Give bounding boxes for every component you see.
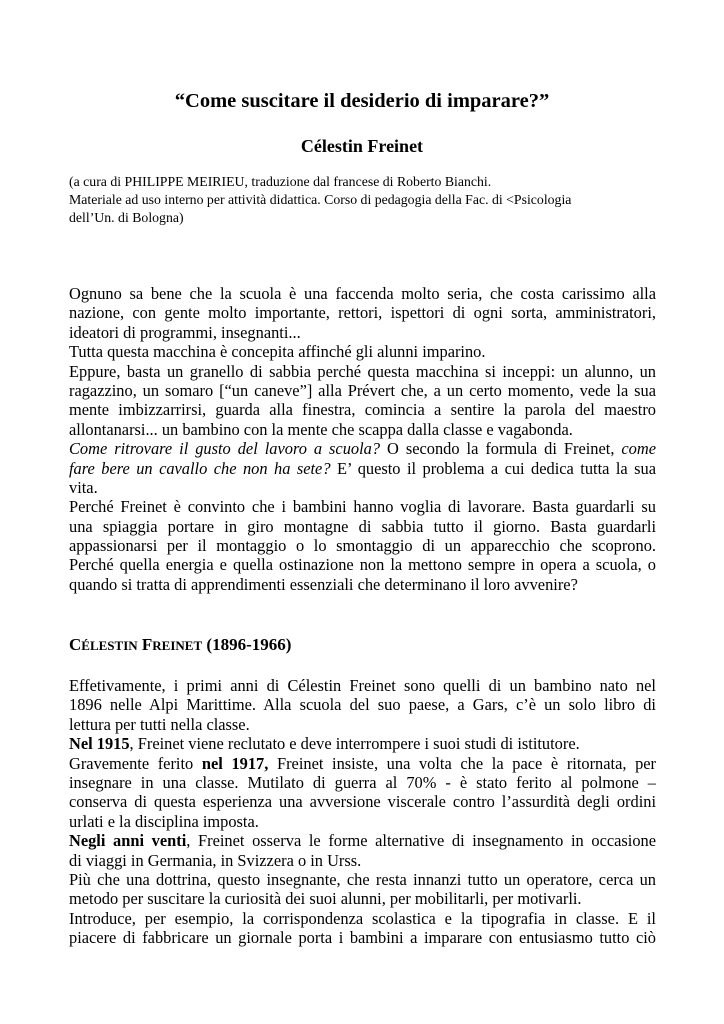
paragraph-line: quando si tratta di apprendimenti essenziali che determinano il loro avvenire? (69, 574, 578, 594)
paragraph-line (69, 459, 656, 478)
paragraph-line: 1896 nelle Alpi Marittime. Alla scuola del suo paese, a Gars, c’è un solo libro di (69, 695, 656, 715)
author-name: Célestin Freinet (300, 136, 424, 156)
paragraph-line: Introduce, per esempio, la corrispondenza scolastica e la tipografia in classe. E il (69, 908, 656, 928)
paragraph-line: Perché quella energia e quella ostinazione non la mettono sempre in opera a scuola, o (69, 555, 656, 575)
credits-block (69, 173, 659, 227)
paragraph-line: Più che una dottrina, questo insegnante, che resta innanzi tutto un operatore, cerca un (69, 869, 656, 889)
italic-quote: come (621, 439, 656, 459)
inline-text: E’ questo il problema a cui dedica tutta la sua (330, 458, 656, 478)
paragraph-line: insegnare in una classe. Mutilato di guerra al 70% - è stato ferito al polmone – (69, 772, 656, 792)
paragraph-line: Tutta questa macchina è concepita affinché gli alunni imparino. (69, 342, 486, 362)
document-title: “Come suscitare il desiderio di imparare?” (174, 90, 550, 112)
paragraph-line (69, 754, 656, 773)
paragraph-line (69, 831, 656, 850)
paragraph-line: una spiaggia portare in giro montagne di sabbia tutto il giorno. Basta guardarli (69, 516, 656, 536)
paragraph-line (69, 439, 656, 458)
credits-line: (a cura di PHILIPPE MEIRIEU, traduzione dal francese di Roberto Bianchi. (69, 174, 492, 189)
inline-text: , Freinet osserva le forme alternative di insegnamento in occasione (186, 831, 656, 851)
paragraph-line: urlati e la disciplina imposta. (69, 811, 259, 831)
paragraph-line: piacere di fabbricare un giornale porta i bambini a imparare con entusiasmo tutto ciò (69, 928, 656, 948)
bold-period: Negli anni venti (69, 831, 187, 851)
bold-date: Nel 1915 (69, 734, 130, 754)
credits-line: dell’Un. di Bologna) (69, 210, 184, 225)
inline-text: Gravemente ferito (69, 753, 202, 773)
italic-question: Come ritrovare il gusto del lavoro a scuola? (69, 439, 381, 459)
inline-text: Freinet insiste, una volta che la pace è ritornata, per (268, 753, 656, 773)
paragraph-line: Eppure, basta un granello di sabbia perché questa macchina si inceppi: un alunno, un (69, 361, 656, 381)
paragraph-line: Ognuno sa bene che la scuola è una faccenda molto seria, che costa carissimo alla (69, 284, 656, 303)
italic-quote: fare bere un cavallo che non ha sete? (69, 458, 331, 478)
paragraph-line: ideatori di programmi, insegnanti... (69, 322, 301, 342)
inline-text: O secondo la formula di Freinet, (380, 439, 622, 459)
paragraph-line: metodo per suscitare la curiosità dei suoi alunni, per mobilitarli, per motivarli. (69, 889, 582, 909)
credits-line: Materiale ad uso interno per attività didattica. Corso di pedagogia della Fac. di <Psicologia (69, 192, 572, 207)
bold-date: nel 1917, (201, 753, 269, 773)
inline-text: , Freinet viene reclutato e deve interrompere i suoi studi di istitutore. (129, 734, 580, 754)
paragraph-line: Effetivamente, i primi anni di Célestin Freinet sono quelli di un bambino nato nel (69, 676, 656, 695)
paragraph-line: vita. (69, 477, 98, 497)
paragraph-line: allontanarsi... un bambino con la mente che scappa dalla classe e vagabonda. (69, 419, 573, 439)
paragraph-line: lettura per tutti nella classe. (69, 714, 250, 734)
paragraph-line (69, 734, 656, 753)
paragraph-line: conserva di questa esperienza una avversione viscerale contro l’assurdità degli ordini (69, 792, 656, 812)
section-heading: CÉLESTIN FREINET (1896-1966) (69, 635, 292, 654)
paragraph-line: di viaggi in Germania, in Svizzera o in Urss. (69, 850, 362, 870)
paragraph-line: nazione, con gente molto importante, rettori, ispettori di ogni sorta, amministratori, (69, 303, 656, 323)
paragraph-line: Perché Freinet è convinto che i bambini hanno voglia di lavorare. Basta guardarli su (69, 497, 656, 517)
paragraph-line: ragazzino, un somaro [“un caneve”] alla Prévert che, a un certo momento, vede la sua (69, 380, 656, 400)
intro-section (69, 284, 656, 594)
paragraph-line: mente imbizzarrirsi, guarda alla finestra, comincia a sentire la parola del maestro (69, 400, 656, 420)
paragraph-line: appassionarsi per il montaggio o lo smontaggio di un apparecchio che scoprono. (69, 536, 656, 556)
biography-section (69, 676, 656, 947)
